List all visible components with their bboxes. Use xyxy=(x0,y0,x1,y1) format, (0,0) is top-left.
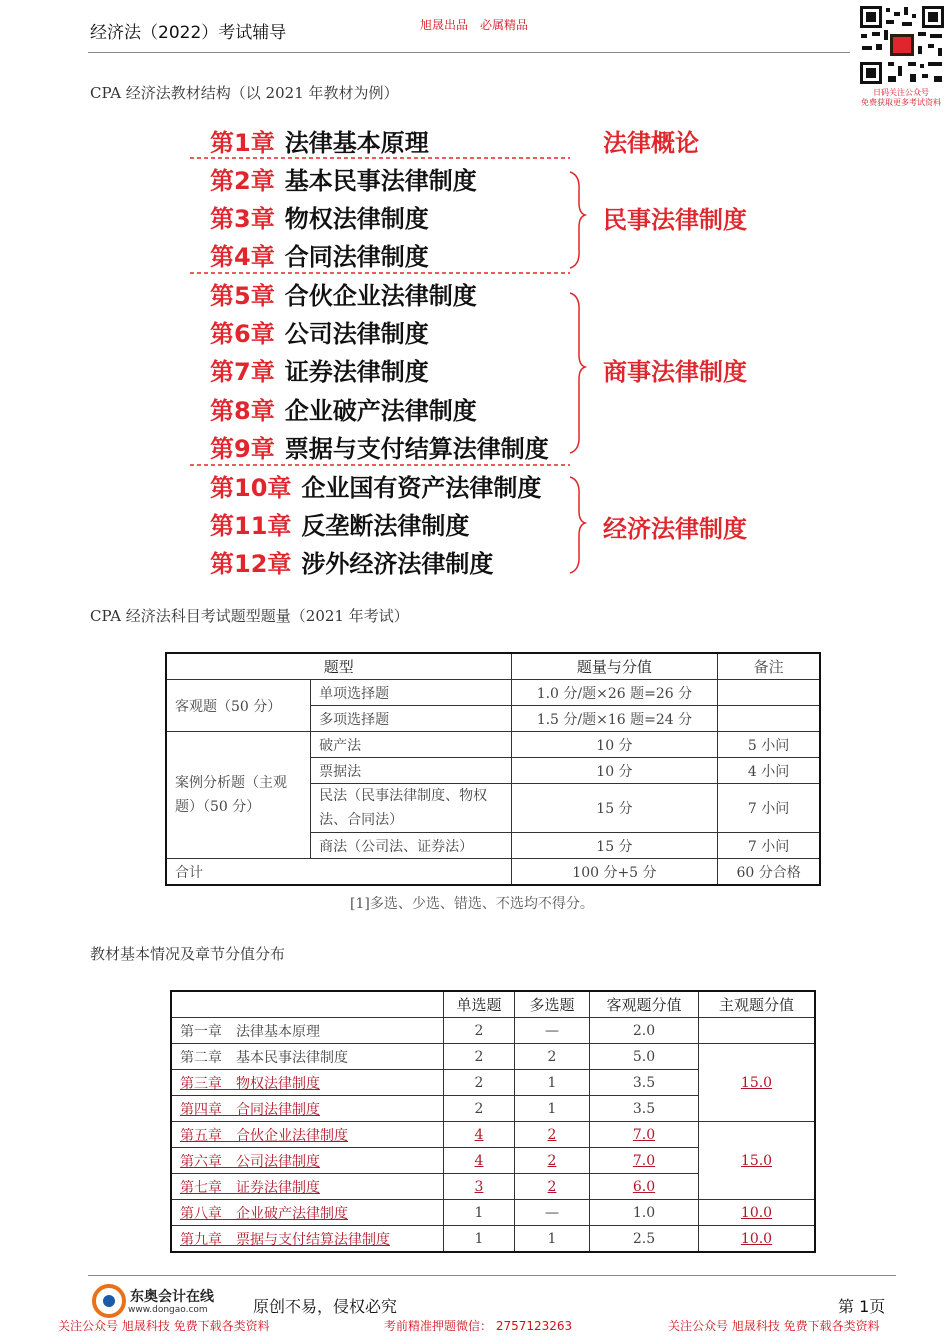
highlight-value: 4 xyxy=(474,1152,484,1169)
objective-label: 客观题（50 分） xyxy=(166,680,311,732)
cell-objective xyxy=(590,1148,699,1174)
table-row xyxy=(171,1200,815,1226)
cell-type: 商法（公司法、证券法） xyxy=(311,833,512,859)
chapter-score-table xyxy=(170,990,816,1253)
subjective-score-bills[interactable]: 10.0 xyxy=(740,1230,773,1247)
chapter-link[interactable]: 第六章 公司法律制度 xyxy=(180,1153,320,1170)
total-note: 60 分合格 xyxy=(718,859,820,886)
cell-type: 票据法 xyxy=(311,758,512,784)
cell-single: 2 xyxy=(444,1044,515,1070)
cell-objective: 2.5 xyxy=(590,1226,699,1253)
qr-code-icon xyxy=(858,4,946,86)
cell-single: 2 xyxy=(444,1018,515,1044)
cell-single: 2 xyxy=(444,1096,515,1122)
copyright-notice: 原创不易，侵权必究 xyxy=(253,1297,398,1316)
cell-chapter xyxy=(171,1200,444,1226)
chapter-name: 票据与支付结算法律制度 xyxy=(284,435,549,463)
chapter-name: 企业国有资产法律制度 xyxy=(301,474,542,502)
qr-caption xyxy=(852,88,950,108)
cell-chapter xyxy=(171,1070,444,1096)
highlight-value: 2 xyxy=(547,1178,557,1195)
header-single: 单选题 xyxy=(444,991,515,1018)
table-row xyxy=(171,1018,815,1044)
logo-url: www.dongao.com xyxy=(128,1305,208,1315)
section-title-exam: CPA 经济法科目考试题型题量（2021 年考试） xyxy=(90,607,409,625)
footer-promo-left: 关注公众号 旭晟科技 免费下载各类资料 xyxy=(58,1319,270,1333)
cell-note xyxy=(718,680,820,706)
cell-chapter xyxy=(171,1122,444,1148)
cell-multi xyxy=(515,1122,590,1148)
cell-single: 2 xyxy=(444,1070,515,1096)
table-row xyxy=(166,732,820,758)
cell-subjective xyxy=(699,1044,816,1122)
section-title-distribution: 教材基本情况及章节分值分布 xyxy=(90,945,286,963)
chapter-number: 第3章 xyxy=(210,205,275,233)
cell-score: 1.5 分/题×16 题=24 分 xyxy=(511,706,718,732)
highlight-value: 3 xyxy=(474,1178,484,1195)
header-score: 题量与分值 xyxy=(511,653,718,680)
table-row xyxy=(166,680,820,706)
cell-chapter xyxy=(171,1174,444,1200)
footer-promo-center: 考前精准押题微信： 2757123263 xyxy=(384,1319,573,1333)
cell-objective xyxy=(590,1174,699,1200)
cell-subjective xyxy=(699,1200,816,1226)
header-multi: 多选题 xyxy=(515,991,590,1018)
footer-divider xyxy=(88,1275,896,1276)
cell-score: 10 分 xyxy=(511,732,718,758)
cell-single xyxy=(444,1174,515,1200)
cell-single xyxy=(444,1148,515,1174)
chapter-number: 第7章 xyxy=(210,358,275,386)
cell-subjective xyxy=(699,1018,816,1044)
cell-objective: 3.5 xyxy=(590,1096,699,1122)
cell-chapter xyxy=(171,1226,444,1253)
chapter-number: 第1章 xyxy=(210,129,275,157)
cell-note: 7 小问 xyxy=(718,833,820,859)
brace-commercial xyxy=(570,293,585,453)
highlight-value: 7.0 xyxy=(632,1152,656,1169)
cell-note: 7 小问 xyxy=(718,784,820,833)
chapter-link[interactable]: 第四章 合同法律制度 xyxy=(180,1101,320,1118)
table-row xyxy=(171,1122,815,1148)
table-header-row xyxy=(171,991,815,1018)
cell-single: 1 xyxy=(444,1200,515,1226)
cell-score: 10 分 xyxy=(511,758,718,784)
page-number: 第 1页 xyxy=(838,1297,886,1316)
chapter-link[interactable]: 第九章 票据与支付结算法律制度 xyxy=(180,1231,390,1248)
cell-note: 5 小问 xyxy=(718,732,820,758)
cell-multi: 2 xyxy=(515,1044,590,1070)
chapter-name: 基本民事法律制度 xyxy=(284,167,477,195)
section-title-structure: CPA 经济法教材结构（以 2021 年教材为例） xyxy=(90,84,399,102)
chapter-number: 第10章 xyxy=(210,474,292,502)
chapter-name: 合伙企业法律制度 xyxy=(284,282,477,310)
chapter-link[interactable]: 第三章 物权法律制度 xyxy=(180,1075,320,1092)
cell-multi: — xyxy=(515,1200,590,1226)
cell-subjective xyxy=(699,1226,816,1253)
logo-name: 东奥会计在线 xyxy=(130,1289,214,1305)
cell-objective: 2.0 xyxy=(590,1018,699,1044)
brace-civil xyxy=(570,172,585,268)
chapter-name: 合同法律制度 xyxy=(284,243,429,271)
chapter-number: 第8章 xyxy=(210,397,275,425)
highlight-value: 6.0 xyxy=(632,1178,656,1195)
chapter-name: 公司法律制度 xyxy=(284,320,429,348)
header-objective: 客观题分值 xyxy=(590,991,699,1018)
qr-caption-line-2: 免费获取更多考试资料 xyxy=(861,98,941,107)
table-row xyxy=(171,1226,815,1253)
subjective-score-bankruptcy[interactable]: 10.0 xyxy=(740,1204,773,1221)
subjective-score-civil[interactable]: 15.0 xyxy=(740,1074,773,1091)
total-label: 合计 xyxy=(166,859,511,886)
cell-objective xyxy=(590,1122,699,1148)
case-label: 案例分析题（主观题）（50 分） xyxy=(166,732,311,859)
cell-multi: 1 xyxy=(515,1226,590,1253)
chapter-name: 反垄断法律制度 xyxy=(301,512,470,540)
chapter-number: 第12章 xyxy=(210,550,292,578)
table-row xyxy=(171,1044,815,1070)
highlight-value: 2 xyxy=(547,1126,557,1143)
group-label-civil: 民事法律制度 xyxy=(603,206,747,234)
footer-promo-right: 关注公众号 旭晟科技 免费下载各类资料 xyxy=(668,1319,880,1333)
chapter-link[interactable]: 第七章 证券法律制度 xyxy=(180,1179,320,1196)
header-slogan: 旭晟出品 必属精品 xyxy=(420,18,529,32)
qr-caption-line-1: 日码关注公众号 xyxy=(873,88,929,97)
chapter-number: 第9章 xyxy=(210,435,275,463)
brand-logo xyxy=(92,1284,242,1318)
chapter-link[interactable]: 第八章 企业破产法律制度 xyxy=(180,1205,348,1222)
table-total-row xyxy=(166,859,820,886)
cell-multi: — xyxy=(515,1018,590,1044)
cell-score: 15 分 xyxy=(511,833,718,859)
chapter-number: 第2章 xyxy=(210,167,275,195)
cell-objective: 5.0 xyxy=(590,1044,699,1070)
cell-note xyxy=(718,706,820,732)
chapter-link[interactable]: 第五章 合伙企业法律制度 xyxy=(180,1127,348,1144)
cell-chapter xyxy=(171,1148,444,1174)
cell-note: 4 小问 xyxy=(718,758,820,784)
header-type: 题型 xyxy=(166,653,511,680)
cell-score: 1.0 分/题×26 题=26 分 xyxy=(511,680,718,706)
group-label-commercial: 商事法律制度 xyxy=(603,358,747,386)
cell-multi xyxy=(515,1148,590,1174)
cell-single: 1 xyxy=(444,1226,515,1253)
cell-multi: 1 xyxy=(515,1070,590,1096)
exam-format-table xyxy=(165,652,821,886)
table-header-row xyxy=(166,653,820,680)
cell-chapter: 第一章 法律基本原理 xyxy=(171,1018,444,1044)
cell-objective: 3.5 xyxy=(590,1070,699,1096)
chapter-structure-figure xyxy=(185,115,785,580)
brace-economic xyxy=(570,477,585,573)
highlight-value: 4 xyxy=(474,1126,484,1143)
cell-objective: 1.0 xyxy=(590,1200,699,1226)
header-divider xyxy=(88,52,850,53)
chapter-number: 第11章 xyxy=(210,512,292,540)
group-label-economic: 经济法律制度 xyxy=(603,515,747,543)
chapter-number: 第5章 xyxy=(210,282,275,310)
chapter-number: 第4章 xyxy=(210,243,275,271)
cell-single xyxy=(444,1122,515,1148)
cell-type: 民法（民事法律制度、物权法、合同法） xyxy=(311,784,512,833)
cell-score: 15 分 xyxy=(511,784,718,833)
chapter-name: 企业破产法律制度 xyxy=(284,397,477,425)
document-header-title: 经济法（2022）考试辅导 xyxy=(90,23,287,43)
cell-type: 破产法 xyxy=(311,732,512,758)
total-score: 100 分+5 分 xyxy=(511,859,718,886)
chapter-name: 法律基本原理 xyxy=(284,129,429,157)
header-note: 备注 xyxy=(718,653,820,680)
cell-type: 多项选择题 xyxy=(311,706,512,732)
group-label-law-intro: 法律概论 xyxy=(603,129,699,157)
cell-chapter: 第二章 基本民事法律制度 xyxy=(171,1044,444,1070)
header-subjective: 主观题分值 xyxy=(699,991,816,1018)
chapter-number: 第6章 xyxy=(210,320,275,348)
cell-multi xyxy=(515,1174,590,1200)
table-footnote: [1]多选、少选、错选、不选均不得分。 xyxy=(350,896,594,912)
header-chapter xyxy=(171,991,444,1018)
cell-chapter xyxy=(171,1096,444,1122)
cell-type: 单项选择题 xyxy=(311,680,512,706)
chapter-name: 涉外经济法律制度 xyxy=(301,550,494,578)
logo-icon xyxy=(92,1284,126,1318)
cell-multi: 1 xyxy=(515,1096,590,1122)
subjective-score-commercial[interactable]: 15.0 xyxy=(740,1152,773,1169)
chapter-name: 证券法律制度 xyxy=(284,358,429,386)
highlight-value: 2 xyxy=(547,1152,557,1169)
highlight-value: 7.0 xyxy=(632,1126,656,1143)
cell-subjective xyxy=(699,1122,816,1200)
chapter-name: 物权法律制度 xyxy=(284,205,429,233)
